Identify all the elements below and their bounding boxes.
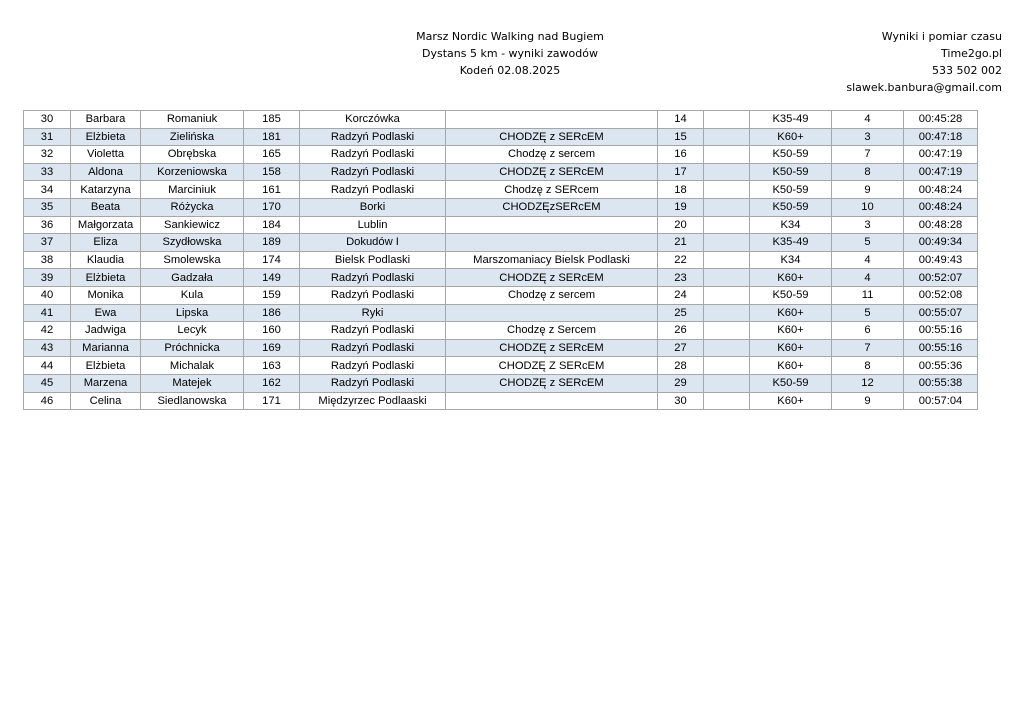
overall-place-cell: 14 [658, 111, 704, 129]
event-header [310, 28, 710, 79]
city-cell: Radzyń Podlaski [300, 339, 446, 357]
category-place-cell: 9 [832, 392, 904, 410]
last-name-cell: Obrębska [141, 146, 244, 164]
position-cell: 44 [24, 357, 71, 375]
category-place-cell: 5 [832, 234, 904, 252]
last-name-cell: Matejek [141, 374, 244, 392]
last-name-cell: Różycka [141, 198, 244, 216]
table-row [24, 392, 978, 410]
time-cell: 00:52:07 [904, 269, 978, 287]
position-cell: 45 [24, 374, 71, 392]
table-row [24, 269, 978, 287]
overall-place-cell: 28 [658, 357, 704, 375]
overall-place-cell: 23 [658, 269, 704, 287]
first-name-cell: Monika [71, 286, 141, 304]
blank-cell [704, 216, 750, 234]
blank-cell [704, 111, 750, 129]
last-name-cell: Zielińska [141, 128, 244, 146]
city-cell: Radzyń Podlaski [300, 181, 446, 199]
category-cell: K35-49 [750, 234, 832, 252]
overall-place-cell: 17 [658, 163, 704, 181]
category-place-cell: 9 [832, 181, 904, 199]
category-place-cell: 10 [832, 198, 904, 216]
club-cell: CHODZĘ z SERcEM [446, 374, 658, 392]
city-cell: Bielsk Podlaski [300, 251, 446, 269]
category-cell: K50-59 [750, 286, 832, 304]
position-cell: 36 [24, 216, 71, 234]
club-cell: Marszomaniacy Bielsk Podlaski [446, 251, 658, 269]
position-cell: 40 [24, 286, 71, 304]
category-place-cell: 3 [832, 128, 904, 146]
results-table [23, 110, 978, 410]
time-cell: 00:55:38 [904, 374, 978, 392]
time-cell: 00:49:43 [904, 251, 978, 269]
bib-number-cell: 186 [244, 304, 300, 322]
table-row [24, 146, 978, 164]
first-name-cell: Violetta [71, 146, 141, 164]
table-row [24, 234, 978, 252]
category-cell: K60+ [750, 392, 832, 410]
first-name-cell: Małgorzata [71, 216, 141, 234]
bib-number-cell: 149 [244, 269, 300, 287]
first-name-cell: Celina [71, 392, 141, 410]
last-name-cell: Siedlanowska [141, 392, 244, 410]
position-cell: 43 [24, 339, 71, 357]
overall-place-cell: 15 [658, 128, 704, 146]
category-place-cell: 7 [832, 146, 904, 164]
city-cell: Radzyń Podlaski [300, 286, 446, 304]
bib-number-cell: 185 [244, 111, 300, 129]
last-name-cell: Szydłowska [141, 234, 244, 252]
bib-number-cell: 189 [244, 234, 300, 252]
category-cell: K60+ [750, 339, 832, 357]
overall-place-cell: 26 [658, 322, 704, 340]
category-cell: K50-59 [750, 374, 832, 392]
results-body [24, 111, 978, 410]
blank-cell [704, 234, 750, 252]
club-cell [446, 392, 658, 410]
blank-cell [704, 128, 750, 146]
position-cell: 34 [24, 181, 71, 199]
club-cell: CHODZĘ z SERcEM [446, 163, 658, 181]
last-name-cell: Próchnicka [141, 339, 244, 357]
last-name-cell: Romaniuk [141, 111, 244, 129]
overall-place-cell: 18 [658, 181, 704, 199]
last-name-cell: Gadzała [141, 269, 244, 287]
overall-place-cell: 22 [658, 251, 704, 269]
city-cell: Korczówka [300, 111, 446, 129]
overall-place-cell: 29 [658, 374, 704, 392]
blank-cell [704, 322, 750, 340]
category-place-cell: 4 [832, 111, 904, 129]
last-name-cell: Lecyk [141, 322, 244, 340]
first-name-cell: Elżbieta [71, 128, 141, 146]
position-cell: 33 [24, 163, 71, 181]
bib-number-cell: 184 [244, 216, 300, 234]
table-row [24, 322, 978, 340]
category-place-cell: 5 [832, 304, 904, 322]
city-cell: Radzyń Podlaski [300, 128, 446, 146]
blank-cell [704, 339, 750, 357]
position-cell: 38 [24, 251, 71, 269]
category-cell: K34 [750, 216, 832, 234]
category-place-cell: 8 [832, 357, 904, 375]
table-row [24, 216, 978, 234]
time-cell: 00:55:36 [904, 357, 978, 375]
time-cell: 00:55:07 [904, 304, 978, 322]
table-row [24, 198, 978, 216]
time-cell: 00:55:16 [904, 322, 978, 340]
table-row [24, 304, 978, 322]
city-cell: Radzyń Podlaski [300, 322, 446, 340]
category-place-cell: 8 [832, 163, 904, 181]
club-cell [446, 304, 658, 322]
first-name-cell: Aldona [71, 163, 141, 181]
category-place-cell: 6 [832, 322, 904, 340]
first-name-cell: Eliza [71, 234, 141, 252]
last-name-cell: Korzeniowska [141, 163, 244, 181]
overall-place-cell: 30 [658, 392, 704, 410]
club-cell: CHODZĘ z SERcEM [446, 339, 658, 357]
table-row [24, 374, 978, 392]
category-cell: K50-59 [750, 198, 832, 216]
blank-cell [704, 181, 750, 199]
table-row [24, 128, 978, 146]
category-cell: K50-59 [750, 146, 832, 164]
position-cell: 42 [24, 322, 71, 340]
time-cell: 00:52:08 [904, 286, 978, 304]
last-name-cell: Sankiewicz [141, 216, 244, 234]
category-place-cell: 11 [832, 286, 904, 304]
first-name-cell: Klaudia [71, 251, 141, 269]
first-name-cell: Elżbieta [71, 269, 141, 287]
time-cell: 00:47:19 [904, 163, 978, 181]
time-cell: 00:48:28 [904, 216, 978, 234]
city-cell: Radzyń Podlaski [300, 146, 446, 164]
blank-cell [704, 198, 750, 216]
category-cell: K60+ [750, 128, 832, 146]
position-cell: 32 [24, 146, 71, 164]
bib-number-cell: 165 [244, 146, 300, 164]
city-cell: Radzyń Podlaski [300, 163, 446, 181]
time-cell: 00:57:04 [904, 392, 978, 410]
time-cell: 00:48:24 [904, 181, 978, 199]
event-place-date: Kodeń 02.08.2025 [459, 64, 561, 77]
position-cell: 37 [24, 234, 71, 252]
club-cell: Chodzę z sercem [446, 286, 658, 304]
bib-number-cell: 170 [244, 198, 300, 216]
position-cell: 41 [24, 304, 71, 322]
blank-cell [704, 163, 750, 181]
first-name-cell: Barbara [71, 111, 141, 129]
position-cell: 35 [24, 198, 71, 216]
category-cell: K35-49 [750, 111, 832, 129]
city-cell: Międzyrzec Podlaaski [300, 392, 446, 410]
first-name-cell: Ewa [71, 304, 141, 322]
time-cell: 00:47:19 [904, 146, 978, 164]
position-cell: 46 [24, 392, 71, 410]
first-name-cell: Marianna [71, 339, 141, 357]
blank-cell [704, 251, 750, 269]
table-row [24, 163, 978, 181]
club-cell [446, 234, 658, 252]
bib-number-cell: 163 [244, 357, 300, 375]
position-cell: 30 [24, 111, 71, 129]
club-cell: CHODZĘzSERcEM [446, 198, 658, 216]
city-cell: Lublin [300, 216, 446, 234]
bib-number-cell: 174 [244, 251, 300, 269]
category-cell: K60+ [750, 269, 832, 287]
first-name-cell: Elżbieta [71, 357, 141, 375]
category-cell: K50-59 [750, 181, 832, 199]
club-cell: Chodzę z SERcem [446, 181, 658, 199]
timing-phone: 533 502 002 [932, 64, 1002, 77]
blank-cell [704, 269, 750, 287]
category-place-cell: 3 [832, 216, 904, 234]
club-cell: CHODZĘ Z SERcEM [446, 357, 658, 375]
bib-number-cell: 171 [244, 392, 300, 410]
club-cell: Chodzę z sercem [446, 146, 658, 164]
position-cell: 31 [24, 128, 71, 146]
first-name-cell: Jadwiga [71, 322, 141, 340]
first-name-cell: Marzena [71, 374, 141, 392]
time-cell: 00:45:28 [904, 111, 978, 129]
time-cell: 00:49:34 [904, 234, 978, 252]
category-cell: K60+ [750, 357, 832, 375]
overall-place-cell: 16 [658, 146, 704, 164]
city-cell: Radzyń Podlaski [300, 357, 446, 375]
category-place-cell: 7 [832, 339, 904, 357]
table-row [24, 181, 978, 199]
timing-website: Time2go.pl [941, 47, 1002, 60]
city-cell: Borki [300, 198, 446, 216]
timing-contact [846, 28, 1002, 96]
table-row [24, 357, 978, 375]
time-cell: 00:48:24 [904, 198, 978, 216]
category-cell: K60+ [750, 322, 832, 340]
overall-place-cell: 19 [658, 198, 704, 216]
timing-email: slawek.banbura@gmail.com [846, 81, 1002, 94]
timing-label: Wyniki i pomiar czasu [881, 30, 1002, 43]
overall-place-cell: 24 [658, 286, 704, 304]
last-name-cell: Lipska [141, 304, 244, 322]
category-cell: K50-59 [750, 163, 832, 181]
time-cell: 00:47:18 [904, 128, 978, 146]
bib-number-cell: 161 [244, 181, 300, 199]
overall-place-cell: 25 [658, 304, 704, 322]
table-row [24, 286, 978, 304]
club-cell [446, 111, 658, 129]
overall-place-cell: 27 [658, 339, 704, 357]
bib-number-cell: 181 [244, 128, 300, 146]
bib-number-cell: 162 [244, 374, 300, 392]
city-cell: Dokudów I [300, 234, 446, 252]
bib-number-cell: 160 [244, 322, 300, 340]
blank-cell [704, 286, 750, 304]
table-row [24, 339, 978, 357]
city-cell: Radzyń Podlaski [300, 269, 446, 287]
blank-cell [704, 392, 750, 410]
first-name-cell: Katarzyna [71, 181, 141, 199]
club-cell [446, 216, 658, 234]
category-place-cell: 4 [832, 269, 904, 287]
category-place-cell: 4 [832, 251, 904, 269]
table-row [24, 111, 978, 129]
club-cell: CHODZĘ z SERcEM [446, 269, 658, 287]
last-name-cell: Smolewska [141, 251, 244, 269]
event-distance: Dystans 5 km - wyniki zawodów [422, 47, 598, 60]
city-cell: Radzyń Podlaski [300, 374, 446, 392]
bib-number-cell: 159 [244, 286, 300, 304]
time-cell: 00:55:16 [904, 339, 978, 357]
category-cell: K34 [750, 251, 832, 269]
blank-cell [704, 357, 750, 375]
table-row [24, 251, 978, 269]
bib-number-cell: 158 [244, 163, 300, 181]
club-cell: CHODZĘ z SERcEM [446, 128, 658, 146]
overall-place-cell: 20 [658, 216, 704, 234]
overall-place-cell: 21 [658, 234, 704, 252]
blank-cell [704, 146, 750, 164]
position-cell: 39 [24, 269, 71, 287]
bib-number-cell: 169 [244, 339, 300, 357]
last-name-cell: Marciniuk [141, 181, 244, 199]
blank-cell [704, 304, 750, 322]
city-cell: Ryki [300, 304, 446, 322]
category-place-cell: 12 [832, 374, 904, 392]
last-name-cell: Kula [141, 286, 244, 304]
event-title: Marsz Nordic Walking nad Bugiem [416, 30, 604, 43]
category-cell: K60+ [750, 304, 832, 322]
blank-cell [704, 374, 750, 392]
first-name-cell: Beata [71, 198, 141, 216]
club-cell: Chodzę z Sercem [446, 322, 658, 340]
last-name-cell: Michalak [141, 357, 244, 375]
